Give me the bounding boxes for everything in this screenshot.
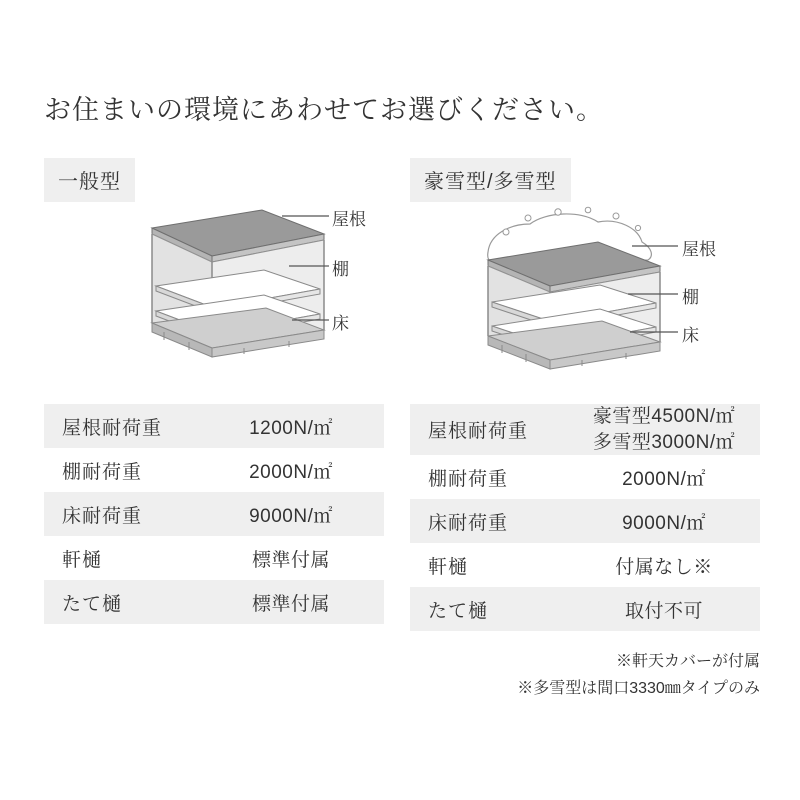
spec-table-heavy-snow [410, 404, 760, 631]
spec-value: 9000N/㎡ [568, 499, 760, 543]
table-row [44, 448, 384, 492]
spec-label: 棚耐荷重 [44, 448, 198, 492]
spec-value-line1: 豪雪型4500N/㎡ [592, 406, 736, 427]
callout-roof-snow: 屋根 [682, 240, 716, 259]
illustration-heavy-snow-type [410, 190, 760, 385]
table-row [410, 543, 760, 587]
spec-value: 2000N/㎡ [568, 455, 760, 499]
spec-value: 標準付属 [198, 580, 384, 624]
callout-shelf-snow: 棚 [682, 288, 699, 307]
footnote-2: ※多雪型は間口3330㎜タイプのみ [517, 680, 760, 698]
table-row [410, 587, 760, 631]
spec-label: 床耐荷重 [44, 492, 198, 536]
storage-shed-snow-drawing [410, 190, 760, 385]
footnotes [517, 648, 760, 702]
spec-label: 棚耐荷重 [410, 455, 568, 499]
table-row [410, 499, 760, 543]
spec-value: 付属なし※ [568, 543, 760, 587]
spec-value-line2: 多雪型3000N/㎡ [592, 431, 736, 453]
spec-value: 9000N/㎡ [198, 492, 384, 536]
table-row [44, 580, 384, 624]
callout-shelf-general: 棚 [332, 260, 349, 279]
table-row [44, 492, 384, 536]
page-title: お住まいの環境にあわせてお選びください。 [44, 95, 604, 125]
column-title-general: 一般型 [44, 158, 135, 202]
footnote-1: ※軒天カバーが付属 [615, 653, 760, 670]
table-row [410, 404, 760, 455]
spec-label: たて樋 [410, 587, 568, 631]
spec-table-general [44, 404, 384, 624]
callout-floor-snow: 床 [682, 326, 699, 345]
spec-value: 2000N/㎡ [198, 448, 384, 492]
callout-floor-general: 床 [332, 314, 349, 333]
column-title-heavy-snow: 豪雪型/多雪型 [410, 158, 571, 202]
spec-value: 取付不可 [568, 587, 760, 631]
spec-label: 軒樋 [44, 536, 198, 580]
spec-label: 軒樋 [410, 543, 568, 587]
spec-label: たて樋 [44, 580, 198, 624]
illustration-general-type [44, 190, 394, 385]
table-row [44, 536, 384, 580]
spec-value [568, 404, 760, 455]
spec-value: 標準付属 [198, 536, 384, 580]
table-row [410, 455, 760, 499]
spec-label: 床耐荷重 [410, 499, 568, 543]
spec-label: 屋根耐荷重 [410, 404, 568, 455]
spec-value: 1200N/㎡ [198, 404, 384, 448]
spec-label: 屋根耐荷重 [44, 404, 198, 448]
callout-roof-general: 屋根 [332, 210, 366, 229]
table-row [44, 404, 384, 448]
